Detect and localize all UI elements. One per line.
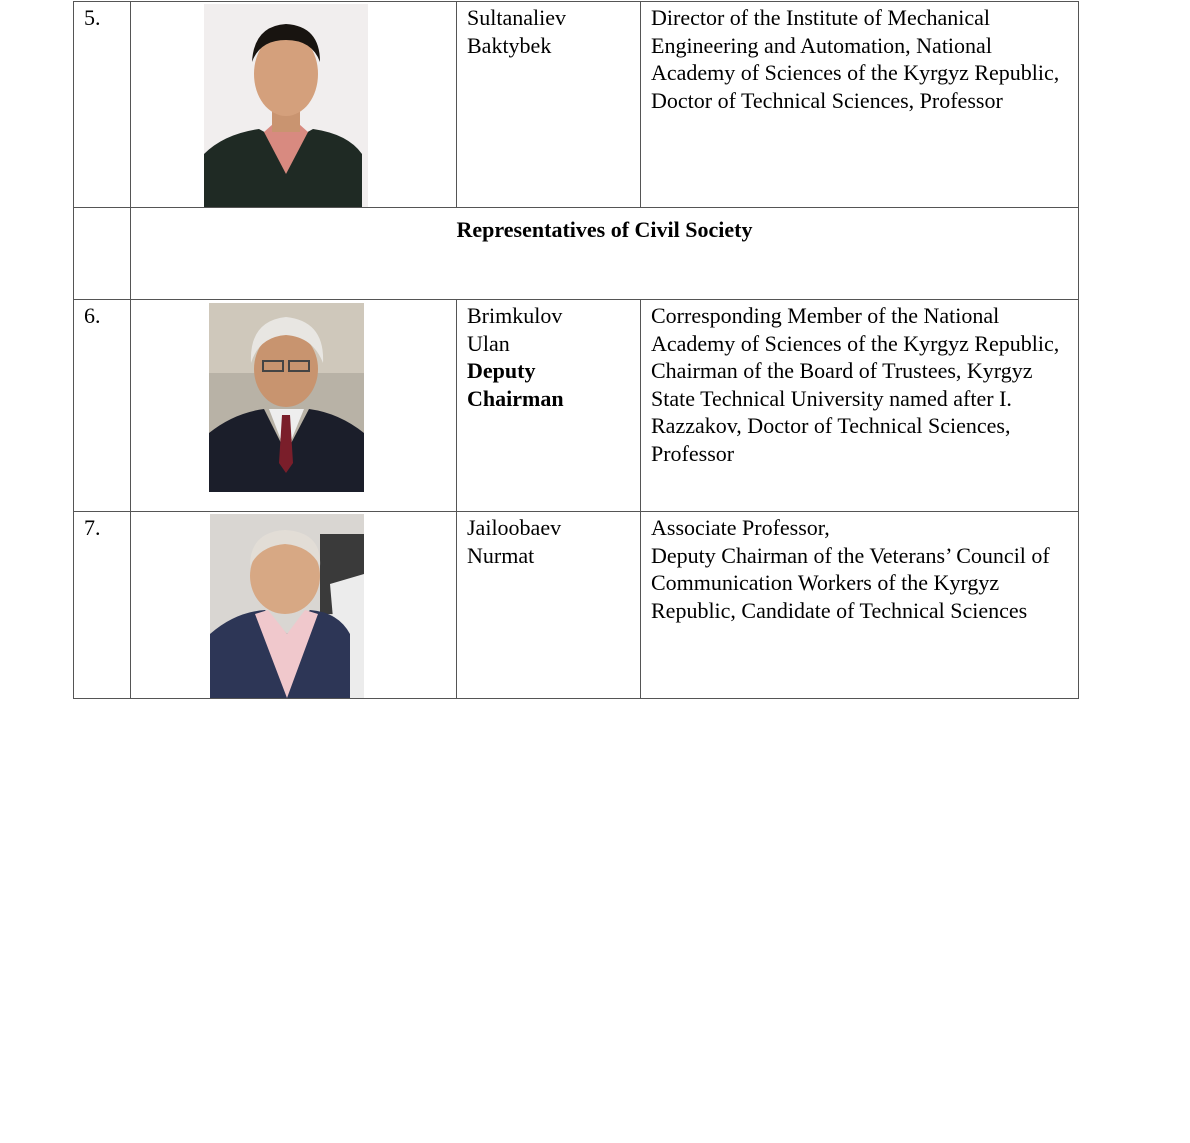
- empty-cell: [74, 208, 131, 300]
- given-name: Nurmat: [467, 542, 535, 568]
- members-table: [73, 1, 1079, 699]
- name-cell: [457, 300, 641, 512]
- photo-cell: [131, 2, 457, 208]
- table-row: [74, 2, 1079, 208]
- row-number: 5.: [74, 2, 131, 208]
- portrait-photo-icon: [209, 303, 364, 492]
- description-line: Corresponding Member of the National Academy of Sciences of the Kyrgyz Republic,: [651, 303, 1060, 356]
- description-line: Deputy Chairman of the Veterans’ Council of Communication Workers of the Kyrgyz Republic, Candidate of Technical Sciences: [651, 542, 1050, 623]
- name-cell: [457, 512, 641, 699]
- section-row: [74, 208, 1079, 300]
- photo-cell: [131, 512, 457, 699]
- role-line: Chairman: [467, 385, 564, 411]
- surname: Jailoobaev: [467, 515, 562, 540]
- description-cell: [641, 300, 1079, 512]
- table-row: [74, 512, 1079, 699]
- description-line: Associate Professor,: [651, 515, 830, 540]
- section-title: Representatives of Civil Society: [131, 208, 1079, 300]
- given-name: Ulan: [467, 330, 510, 356]
- portrait-photo-icon: [204, 4, 368, 207]
- surname: Sultanaliev: [467, 5, 566, 30]
- role-line: Deputy: [467, 358, 536, 383]
- row-number: 6.: [74, 300, 131, 512]
- description-cell: [641, 512, 1079, 699]
- surname: Brimkulov: [467, 303, 563, 328]
- row-number: 7.: [74, 512, 131, 699]
- description-cell: Director of the Institute of Mechanical Engineering and Automation, National Academy of Sciences of the Kyrgyz Republic, Doctor of Technical Sciences, Professor: [641, 2, 1079, 208]
- given-name: Baktybek: [467, 32, 552, 58]
- name-cell: [457, 2, 641, 208]
- portrait-photo-icon: [210, 514, 364, 698]
- description-line: Chairman of the Board of Trustees, Kyrgyz State Technical University named after I. Razzakov, Doctor of Technical Sciences, Professor: [651, 358, 1033, 466]
- photo-cell: [131, 300, 457, 512]
- table-row: [74, 300, 1079, 512]
